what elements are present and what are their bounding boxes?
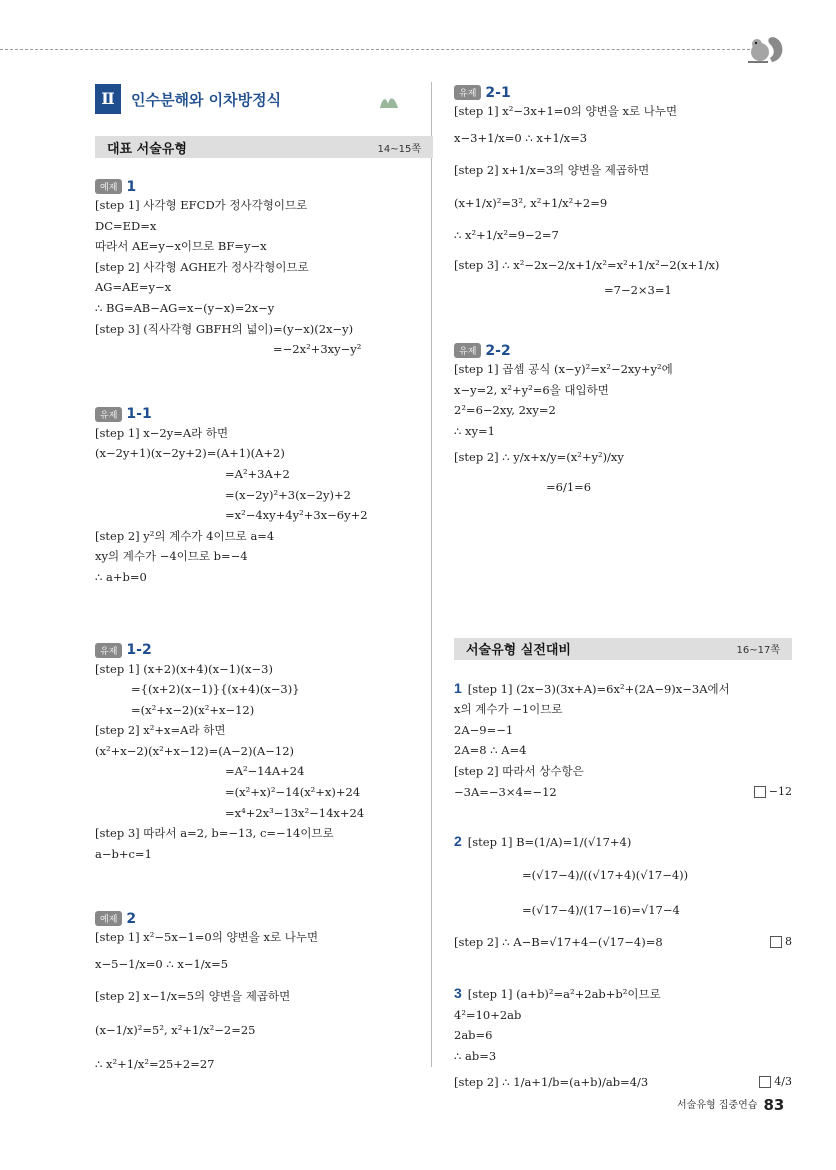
- solution-line: [step 3] (직사각형 GBFH의 넓이)=(y−x)(2x−y): [95, 321, 354, 336]
- solution-line: [step 3] 따라서 a=2, b=−13, c=−14이므로: [95, 826, 334, 841]
- solution-line: [step 2] ∴ A−B=√17+4−(√17−4)=8: [454, 935, 663, 950]
- solution-line: x의 계수가 −1이므로: [454, 702, 563, 717]
- solution-line: [step 2] x+1/x=3의 양변을 제곱하면: [454, 162, 650, 177]
- example-1: [95, 176, 433, 360]
- section-pages: 16~17쪽: [736, 645, 780, 657]
- solution-line: [step 1] 사각형 EFCD가 정사각형이므로: [95, 198, 308, 212]
- squirrel-mascot-icon: [746, 32, 786, 68]
- question-2: [454, 826, 792, 957]
- chapter-title: 인수분해와 이차방정식: [131, 91, 282, 109]
- answer-value: 8: [785, 935, 792, 949]
- solution-line: =(x²+x)²−14(x²+x)+24: [225, 785, 361, 800]
- leaf-decoration-icon: [378, 94, 400, 110]
- solution-line: 2ab=6: [454, 1028, 493, 1043]
- solution-line: [step 2] ∴ y/x+x/y=(x²+y²)/xy: [454, 449, 624, 464]
- solution-line: AG=AE=y−x: [95, 280, 172, 295]
- solution-line: =A²−14A+24: [225, 764, 305, 779]
- solution-line: [step 1] (2x−3)(3x+A)=6x²+(2A−9)x−3A에서: [467, 681, 730, 696]
- chapter-header: [95, 84, 433, 118]
- problem-number: 1-1: [126, 406, 152, 423]
- example-2: [95, 908, 433, 1080]
- left-column: [95, 70, 433, 1080]
- similar-2-2: [454, 340, 792, 501]
- footer-label: 서술유형 집중연습: [677, 1100, 758, 1111]
- answer-box-icon: [759, 1076, 771, 1088]
- section-header-representative: [95, 136, 433, 158]
- question-number: 3: [454, 985, 462, 1002]
- page-number: 83: [763, 1096, 785, 1114]
- solution-line: −3A=−3×4=−12: [454, 784, 557, 799]
- solution-line: [step 1] (x+2)(x+4)(x−1)(x−3): [95, 661, 273, 676]
- solution-line: (x²+x−2)(x²+x−12)=(A−2)(A−12): [95, 743, 295, 758]
- solution-line: [step 2] ∴ 1/a+1/b=(a+b)/ab=4/3: [454, 1074, 649, 1089]
- section-header-practice: [454, 638, 792, 660]
- question-number: 2: [454, 833, 462, 850]
- solution-line: [step 1] B=(1/A)=1/(√17+4): [467, 835, 632, 850]
- solution-line: [step 2] x²+x=A라 하면: [95, 723, 226, 738]
- solution-line: (x−2y+1)(x−2y+2)=(A+1)(A+2): [95, 446, 285, 461]
- answer-mark: [759, 1067, 792, 1097]
- similar-tag: 유제: [454, 343, 481, 358]
- problem-number: 2-2: [485, 342, 511, 359]
- solution-line: 4²=10+2ab: [454, 1007, 522, 1022]
- solution-line: =x⁴+2x³−13x²−14x+24: [225, 805, 365, 820]
- solution-line: =(√17−4)/((√17+4)(√17−4)): [522, 868, 689, 883]
- solution-line: [step 2] y²의 계수가 4이므로 a=4: [95, 528, 275, 543]
- solution-line: [step 1] (a+b)²=a²+2ab+b²이므로: [467, 987, 661, 1002]
- solution-line: 2A−9=−1: [454, 722, 514, 737]
- solution-line: ∴ ab=3: [454, 1048, 497, 1063]
- solution-line: 2A=8 ∴ A=4: [454, 743, 527, 758]
- similar-tag: 유제: [454, 85, 481, 100]
- problem-number: 1: [126, 178, 137, 195]
- question-3: [454, 983, 792, 1096]
- solution-line: =7−2×3=1: [604, 282, 672, 297]
- solution-line: =(x²+x−2)(x²+x−12): [131, 702, 255, 717]
- example-tag: 예제: [95, 911, 122, 926]
- solution-line: [step 1] 곱셈 공식 (x−y)²=x²−2xy+y²에: [454, 362, 673, 377]
- solution-line: =(x−2y)²+3(x−2y)+2: [225, 487, 351, 502]
- answer-box-icon: [770, 936, 782, 948]
- similar-1-2: [95, 640, 433, 865]
- solution-line: DC=ED=x: [95, 218, 157, 233]
- top-dashed-rule: [0, 49, 750, 50]
- answer-mark: [770, 927, 792, 957]
- solution-line: x−5−1/x=0 ∴ x−1/x=5: [95, 957, 229, 972]
- section-pages: 14~15쪽: [377, 143, 421, 155]
- solution-line: a−b+c=1: [95, 846, 152, 861]
- solution-line: (x+1/x)²=3², x²+1/x²+2=9: [454, 195, 608, 210]
- example-tag: 예제: [95, 179, 122, 194]
- solution-line: ∴ x²+1/x²=25+2=27: [95, 1057, 215, 1072]
- question-number: 1: [454, 679, 462, 696]
- solution-line: ∴ BG=AB−AG=x−(y−x)=2x−y: [95, 300, 275, 315]
- solution-line: xy의 계수가 −4이므로 b=−4: [95, 549, 248, 564]
- solution-line: x−y=2, x²+y²=6을 대입하면: [454, 382, 609, 397]
- chapter-badge: Ⅱ: [95, 84, 121, 114]
- similar-tag: 유제: [95, 407, 122, 422]
- solution-line: 2²=6−2xy, 2xy=2: [454, 403, 556, 418]
- answer-value: −12: [768, 784, 792, 798]
- problem-number: 2: [126, 910, 137, 927]
- section-title: 대표 서술유형: [107, 141, 187, 157]
- solution-line: =−2x²+3xy−y²: [273, 342, 362, 357]
- similar-tag: 유제: [95, 643, 122, 658]
- solution-line: =(√17−4)/(17−16)=√17−4: [522, 903, 680, 918]
- answer-value: 4/3: [774, 1074, 792, 1088]
- solution-line: =A²+3A+2: [225, 466, 290, 481]
- problem-number: 2-1: [485, 84, 511, 101]
- solution-line: [step 2] 따라서 상수항은: [454, 763, 584, 778]
- page-footer: [677, 1096, 784, 1114]
- solution-line: [step 2] x−1/x=5의 양변을 제곱하면: [95, 989, 291, 1004]
- answer-box-icon: [754, 786, 766, 798]
- solution-line: [step 1] x−2y=A라 하면: [95, 425, 229, 440]
- answer-mark: [754, 782, 792, 803]
- solution-line: ={(x+2)(x−1)}{(x+4)(x−3)}: [131, 682, 300, 697]
- solution-line: [step 1] x²−5x−1=0의 양변을 x로 나누면: [95, 930, 319, 945]
- similar-2-1: [454, 82, 792, 300]
- solution-line: x−3+1/x=0 ∴ x+1/x=3: [454, 130, 588, 145]
- section-title: 서술유형 실전대비: [466, 643, 571, 659]
- solution-line: [step 1] x²−3x+1=0의 양변을 x로 나누면: [454, 104, 678, 118]
- solution-line: ∴ xy=1: [454, 423, 495, 438]
- question-1: [454, 678, 792, 803]
- solution-line: ∴ x²+1/x²=9−2=7: [454, 227, 559, 242]
- solution-line: [step 3] ∴ x²−2x−2/x+1/x²=x²+1/x²−2(x+1/x): [454, 257, 720, 272]
- right-column: [454, 70, 792, 1097]
- solution-line: =6/1=6: [546, 479, 592, 494]
- similar-1-1: [95, 404, 433, 588]
- solution-line: 따라서 AE=y−x이므로 BF=y−x: [95, 239, 267, 254]
- solution-line: [step 2] 사각형 AGHE가 정사각형이므로: [95, 259, 309, 274]
- solution-line: =x²−4xy+4y²+3x−6y+2: [225, 508, 368, 523]
- solution-line: ∴ a+b=0: [95, 569, 147, 584]
- solution-line: (x−1/x)²=5², x²+1/x²−2=25: [95, 1023, 256, 1038]
- problem-number: 1-2: [126, 642, 152, 658]
